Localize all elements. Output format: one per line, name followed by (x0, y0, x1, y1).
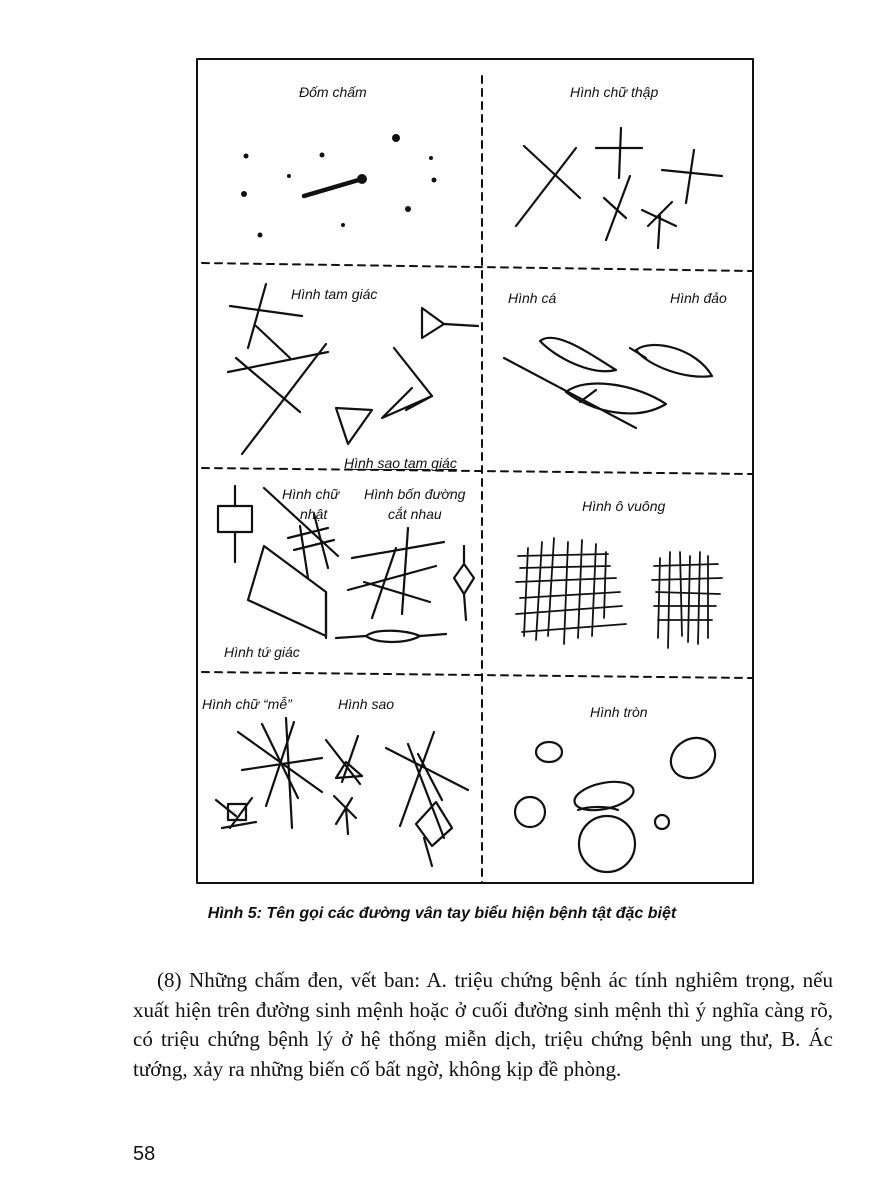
label-hinh-dao: Hình đảo (670, 290, 727, 306)
label-bon-duong-1: Hình bốn đường (364, 486, 466, 502)
label-chu-nhat-1: Hình chữ (282, 486, 340, 502)
figure-drawing (196, 58, 754, 884)
label-sao-tam-giac: Hình sao tam giác (344, 455, 457, 471)
dash-mark (304, 179, 362, 196)
label-chu-nhat-2: nhật (300, 506, 328, 522)
body-paragraph: (8) Những chấm đen, vết ban: A. triệu chứng bệnh ác tính nghiêm trọng, nếu xuất hiện trên đường sinh mệnh hoặc ở cuối đường sinh mệnh thì ý nghĩa càng rõ, có triệu chứng bệnh lý ở hệ thống miễn dịch, triệu chứng bệnh ung thư, B. Ác tướng, xảy ra những biến cố bất ngờ, không kịp đề phòng. (133, 968, 833, 1081)
crosses-icon (516, 128, 722, 248)
label-o-vuong: Hình ô vuông (582, 498, 666, 514)
grid-squares-icon (516, 538, 722, 648)
label-hinh-ca: Hình cá (508, 290, 557, 306)
circles-icon (515, 730, 722, 872)
label-tam-giac: Hình tam giác (291, 286, 378, 302)
mi-star-icon (216, 718, 468, 866)
label-chu-thap: Hình chữ thập (570, 84, 659, 100)
label-hinh-tron: Hình tròn (590, 704, 648, 720)
page-number: 58 (133, 1143, 156, 1165)
palm-marks-figure (196, 58, 754, 884)
label-tu-giac: Hình tứ giác (224, 644, 300, 660)
label-hinh-sao: Hình sao (338, 696, 395, 712)
label-dom-cham: Đốm chấm (299, 84, 367, 100)
fish-island-icon (504, 338, 712, 428)
label-bon-duong-2: cắt nhau (388, 506, 442, 522)
figure-caption: Hình 5: Tên gọi các đường vân tay biểu hiện bệnh tật đặc biệt (207, 905, 677, 922)
label-chu-me: Hình chữ “mễ” (202, 696, 292, 712)
triangles-icon (228, 284, 478, 454)
